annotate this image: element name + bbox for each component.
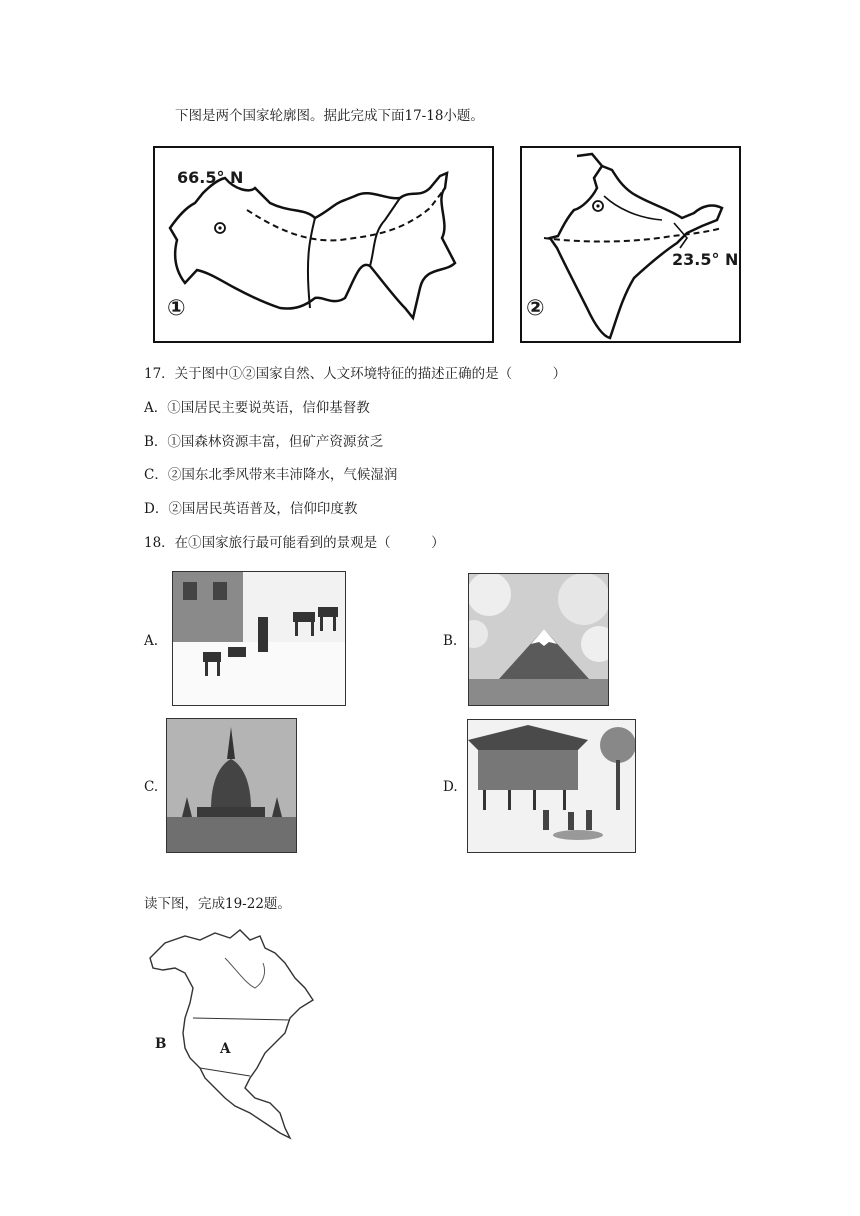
image-golden-pagoda <box>166 718 297 853</box>
map-russia <box>153 146 494 343</box>
map-number-2: ② <box>526 296 545 321</box>
image-stilt-house <box>467 719 636 853</box>
q18-stem: 18．在①国家旅行最可能看到的景观是（ ） <box>144 535 445 551</box>
na-label-b: B <box>155 1036 167 1052</box>
q18-option-d-letter: D. <box>443 779 458 795</box>
q18-option-a-letter: A. <box>144 633 159 649</box>
q17-option-d: D．②国居民英语普及，信仰印度教 <box>144 501 358 517</box>
image-reindeer-sled <box>172 571 346 706</box>
map-north-america <box>145 928 325 1143</box>
lat-label-66-5: 66.5° N <box>177 168 244 187</box>
q17-option-b: B．①国森林资源丰富，但矿产资源贫乏 <box>144 434 384 450</box>
intro-19-22: 读下图，完成19-22题。 <box>144 896 291 912</box>
q18-option-c-letter: C. <box>144 779 159 795</box>
q17-option-a: A．①国居民主要说英语，信仰基督教 <box>144 400 370 416</box>
lat-label-23-5: 23.5° N <box>672 250 739 269</box>
q17-option-c: C．②国东北季风带来丰沛降水，气候湿润 <box>144 467 398 483</box>
map-india <box>520 146 741 343</box>
q17-stem: 17．关于图中①②国家自然、人文环境特征的描述正确的是（ ） <box>144 366 567 382</box>
india-outline <box>522 148 739 341</box>
north-america-outline <box>145 928 325 1143</box>
na-label-a: A <box>220 1041 231 1057</box>
intro-17-18: 下图是两个国家轮廓图。据此完成下面17-18小题。 <box>175 108 484 124</box>
image-mount-fuji <box>468 573 609 706</box>
map-number-1: ① <box>167 296 186 321</box>
q18-option-b-letter: B. <box>443 633 458 649</box>
